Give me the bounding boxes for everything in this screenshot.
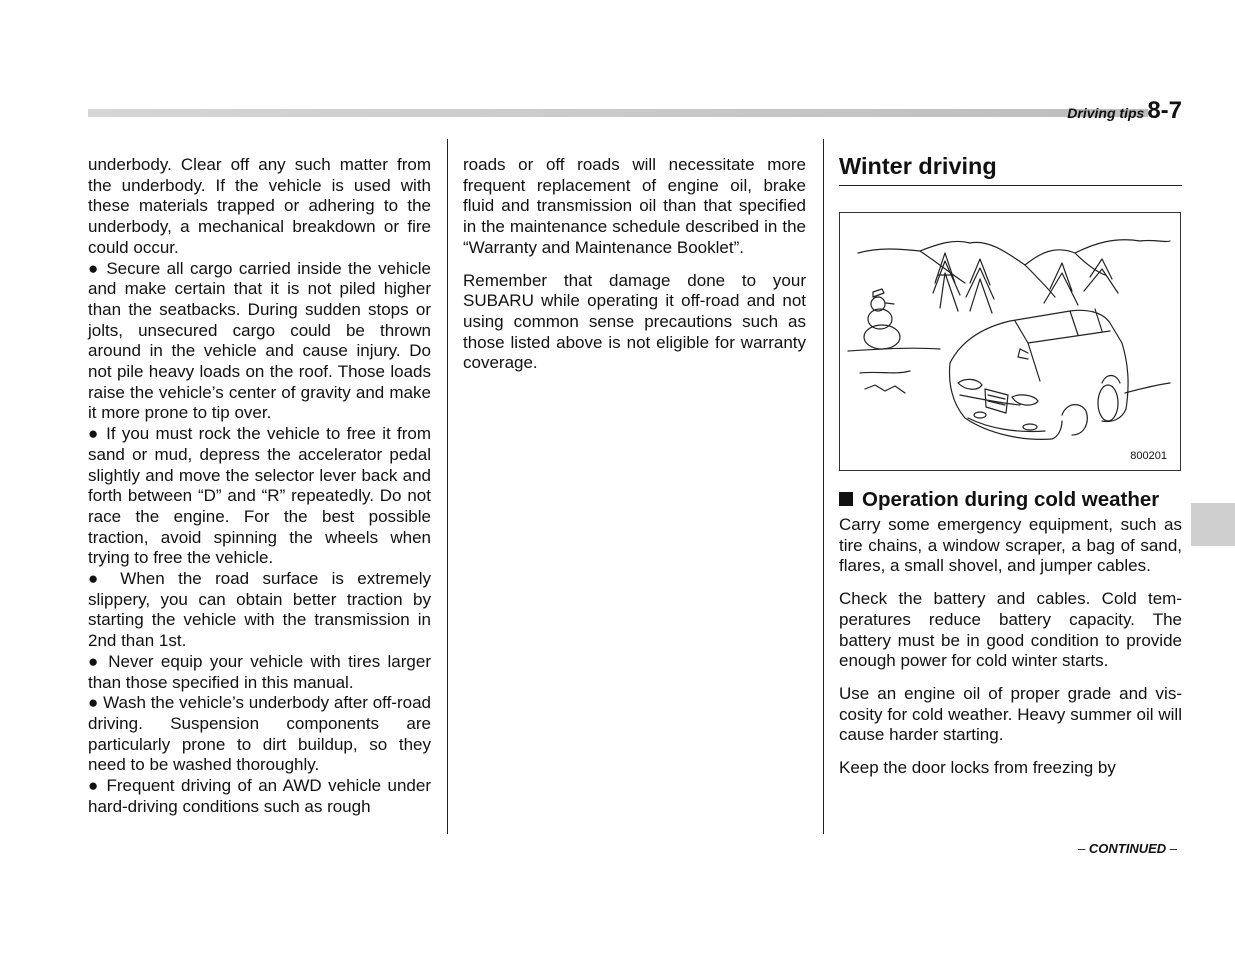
bullet-item: ● When the road surface is extremely slippery, you can obtain better traction by starting the vehicle with the transmission in 2nd than 1st. [88,569,431,651]
page-number: 8-7 [1147,97,1182,124]
continued-note: – CONTINUED – [1078,841,1177,856]
text-column-2 [463,155,806,374]
bullet-item: ● Frequent driving of an AWD vehicle under hard-driving conditions such as rough [88,776,431,816]
continued-label: CONTINUED [1088,841,1167,856]
figure-code: 800201 [1130,450,1167,462]
chapter-tab [1191,503,1235,546]
bullet-item: ● Wash the vehicle’s underbody after off-road driving. Suspension components are particularly prone to dirt buildup, so they need to be washed thoroughly. [88,693,431,775]
paragraph: underbody. Clear off any such matter from the underbody. If the vehicle is used with these materials trapped or adhering to the underbody, a mechanical breakdown or fire could occur. [88,155,431,257]
square-bullet-icon [839,492,853,506]
bullet-item: ● Never equip your vehicle with tires larger than those specified in this manual. [88,651,431,692]
section-heading: Winter driving [839,150,1182,186]
paragraph: Check the battery and cables. Cold temperatures reduce battery capacity. The battery must be in good condition to provide enough power for cold winter starts. [839,589,1182,671]
paragraph: Use an engine oil of proper grade and viscosity for cold weather. Heavy summer oil will cause harder starting. [839,683,1182,745]
winter-driving-illustration [839,212,1181,471]
page-header [1067,97,1182,125]
section-title: Driving tips [1067,105,1145,121]
subsection-heading [839,487,1182,512]
paragraph: Remember that damage done to your SUBARU while operating it off-road and not using common sense precautions such as those listed above is not eligible for warranty coverage. [463,270,806,373]
subsection-title: Operation during cold weather [862,488,1160,511]
column-divider [823,139,824,834]
car-in-snow-drawing [840,213,1180,470]
bullet-item: ● Secure all cargo carried inside the vehicle and make certain that it is not piled higher than the seatbacks. During sudden stops or jolts, unsecured cargo could be thrown around in the vehicle and cause injury. Do not pile heavy loads on the roof. Those loads raise the vehicle’s center of gravity and make it more prone to tip over. [88,258,431,423]
column-divider [447,139,448,834]
paragraph: roads or off roads will necessitate more frequent replacement of engine oil, brake fluid and transmission oil than that specified in the maintenance schedule described in the “Warranty and Maintenance Booklet”. [463,155,806,257]
text-column-3 [839,150,1182,779]
bullet-item: ● If you must rock the vehicle to free it from sand or mud, depress the accelerator pedal slightly and move the selector lever back and forth between “D” and “R” repeatedly. Do not race the engine. For the best possible traction, avoid spinning the wheels when trying to free the vehicle. [88,424,431,568]
header-rule [88,109,1148,117]
paragraph: Keep the door locks from freezing by [839,758,1116,778]
paragraph: Carry some emergency equipment, such as tire chains, a window scraper, a bag of sand, flares, a small shovel, and jumper cables. [839,515,1182,576]
text-column-1 [88,155,431,818]
